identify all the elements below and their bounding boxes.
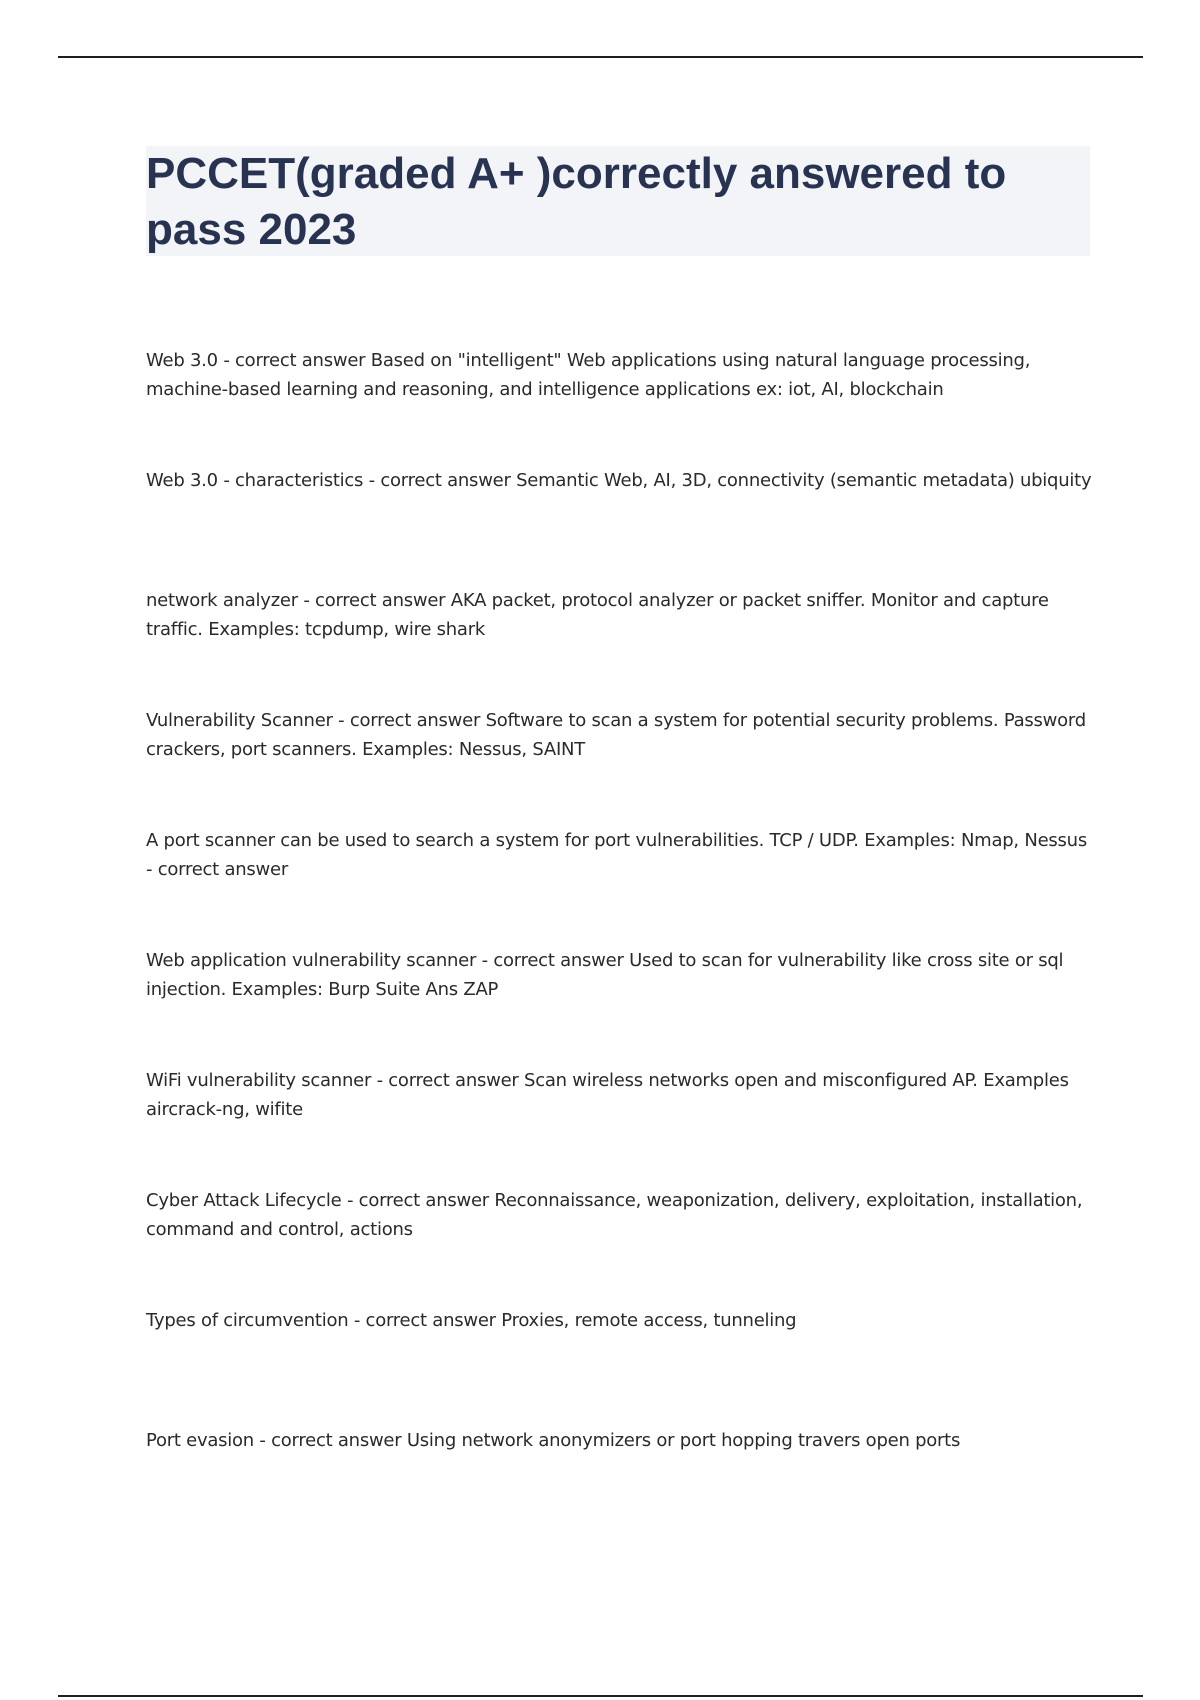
- qa-list: [146, 346, 1096, 1546]
- top-divider: [58, 56, 1143, 58]
- qa-entry-10: Port evasion - correct answer Using network anonymizers or port hopping travers open ports: [146, 1430, 961, 1451]
- bottom-divider: [58, 1695, 1143, 1697]
- qa-entry-6: Web application vulnerability scanner - correct answer Used to scan for vulnerability like cross site or sql injection. Examples: Burp Suite Ans ZAP: [146, 950, 1064, 1000]
- title-banner: [146, 146, 1090, 256]
- qa-entry-2: Web 3.0 - characteristics - correct answer Semantic Web, AI, 3D, connectivity (semantic metadata) ubiquity: [146, 470, 1092, 491]
- qa-entry-4: Vulnerability Scanner - correct answer Software to scan a system for potential security problems. Password crackers, port scanners. Examples: Nessus, SAINT: [146, 710, 1086, 760]
- qa-entry-5: A port scanner can be used to search a system for port vulnerabilities. TCP / UDP. Examples: Nmap, Nessus - correct answer: [146, 830, 1087, 880]
- page-title: PCCET(graded A+ )correctly answered to pass 2023: [146, 149, 1007, 254]
- qa-entry-1: Web 3.0 - correct answer Based on "intelligent" Web applications using natural language processing, machine-based learning and reasoning, and intelligence applications ex: iot, AI, blockchain: [146, 350, 1031, 400]
- qa-entry-7: WiFi vulnerability scanner - correct answer Scan wireless networks open and misconfigured AP. Examples aircrack-ng, wifite: [146, 1070, 1069, 1120]
- qa-entry-3: network analyzer - correct answer AKA packet, protocol analyzer or packet sniffer. Monitor and capture traffic. Examples: tcpdump, wire shark: [146, 590, 1049, 640]
- qa-entry-8: Cyber Attack Lifecycle - correct answer Reconnaissance, weaponization, delivery, exploitation, installation, command and control, actions: [146, 1190, 1083, 1240]
- qa-entry-9: Types of circumvention - correct answer Proxies, remote access, tunneling: [146, 1310, 797, 1331]
